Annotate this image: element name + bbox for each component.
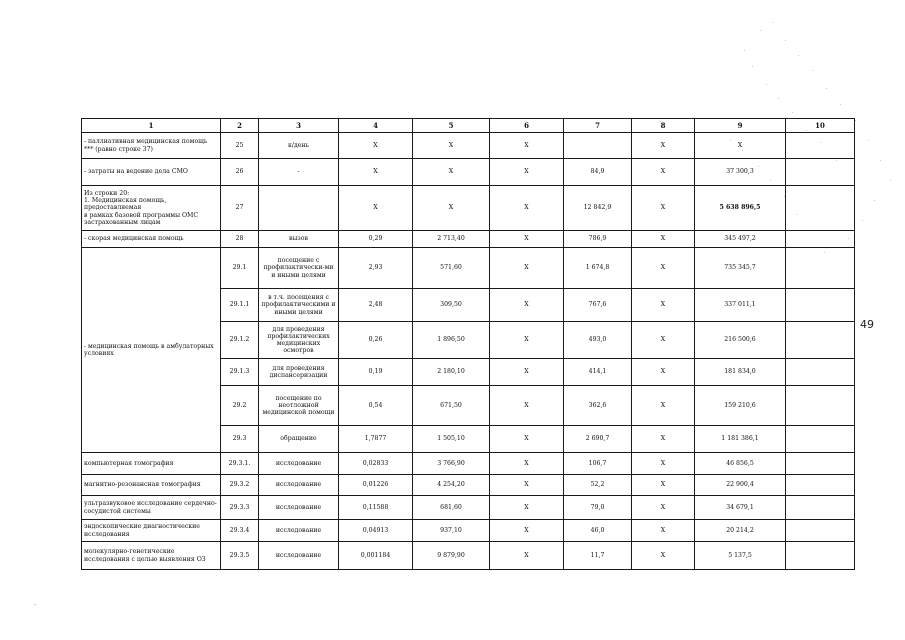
row-code: 29.1.3 xyxy=(221,359,259,386)
table-cell: X xyxy=(413,186,490,231)
table-cell: X xyxy=(490,289,564,322)
table-row xyxy=(82,133,855,159)
row-label: - паллиативная медицинская помощь *** (равно строке 37) xyxy=(82,133,221,159)
row-label: Из строки 20: 1. Медицинская помощь, предоставляемая в рамках базовой программы ОМС застрахованным лицам xyxy=(82,186,221,231)
table-cell: 1,7877 xyxy=(339,426,413,453)
table-cell: 46,0 xyxy=(564,520,632,542)
table-cell: X xyxy=(490,231,564,248)
table-cell: 337 011,1 xyxy=(695,289,786,322)
table-cell: X xyxy=(490,426,564,453)
table-cell: 681,60 xyxy=(413,496,490,520)
table-row xyxy=(82,475,855,496)
table-cell xyxy=(786,386,855,426)
table-cell: 84,9 xyxy=(564,159,632,186)
row-unit: исследование xyxy=(259,520,339,542)
table-cell xyxy=(786,186,855,231)
table-cell: X xyxy=(490,453,564,475)
row-code: 29.3.2 xyxy=(221,475,259,496)
table-cell: 0,02833 xyxy=(339,453,413,475)
table-cell: X xyxy=(632,453,695,475)
table-cell: 159 210,6 xyxy=(695,386,786,426)
table-cell: X xyxy=(632,542,695,570)
table-cell: 9 879,90 xyxy=(413,542,490,570)
table-cell: X xyxy=(632,426,695,453)
row-code: 28 xyxy=(221,231,259,248)
table-cell: 414,1 xyxy=(564,359,632,386)
table-cell: 0,26 xyxy=(339,322,413,359)
table-row xyxy=(82,496,855,520)
table-cell: X xyxy=(632,520,695,542)
row-code: 29.3.5 xyxy=(221,542,259,570)
table-cell: 181 834,0 xyxy=(695,359,786,386)
row-unit: в т.ч. посещения с профилактическими и иными целями xyxy=(259,289,339,322)
table-cell xyxy=(786,359,855,386)
table-cell: 1 896,50 xyxy=(413,322,490,359)
table-cell: 345 497,2 xyxy=(695,231,786,248)
table-cell: X xyxy=(490,520,564,542)
table-cell: 11,7 xyxy=(564,542,632,570)
table-cell xyxy=(786,453,855,475)
table-cell: 5 638 896,5 xyxy=(695,186,786,231)
column-number: 8 xyxy=(632,119,695,133)
table-cell: 0,19 xyxy=(339,359,413,386)
table-cell: 12 842,9 xyxy=(564,186,632,231)
table-cell: 3 766,90 xyxy=(413,453,490,475)
table-cell: 34 679,1 xyxy=(695,496,786,520)
page-number: 49 xyxy=(860,318,874,331)
table-cell: 37 300,3 xyxy=(695,159,786,186)
row-unit: исследование xyxy=(259,453,339,475)
row-code: 29.1 xyxy=(221,248,259,289)
table-row xyxy=(82,159,855,186)
table-cell: X xyxy=(632,133,695,159)
table-cell: 0,001184 xyxy=(339,542,413,570)
table-cell xyxy=(786,231,855,248)
row-unit: к/день xyxy=(259,133,339,159)
column-number: 9 xyxy=(695,119,786,133)
table-cell: 4 254,20 xyxy=(413,475,490,496)
row-unit: вызов xyxy=(259,231,339,248)
table-cell: 309,50 xyxy=(413,289,490,322)
column-number: 5 xyxy=(413,119,490,133)
column-number: 7 xyxy=(564,119,632,133)
row-label: компьютерная томография xyxy=(82,453,221,475)
table-cell: 2 690,7 xyxy=(564,426,632,453)
table-cell: 2,93 xyxy=(339,248,413,289)
table-cell: X xyxy=(632,475,695,496)
row-label: - затраты на ведение дела СМО xyxy=(82,159,221,186)
table-cell: X xyxy=(490,248,564,289)
table-cell: X xyxy=(339,133,413,159)
table-cell: 22 900,4 xyxy=(695,475,786,496)
table-cell: 5 137,5 xyxy=(695,542,786,570)
table-cell: 0,54 xyxy=(339,386,413,426)
row-label: - скорая медицинская помощь xyxy=(82,231,221,248)
table-cell xyxy=(564,133,632,159)
table-cell: X xyxy=(490,475,564,496)
table-cell: X xyxy=(632,186,695,231)
table-cell: X xyxy=(632,289,695,322)
row-code: 29.1.1 xyxy=(221,289,259,322)
table-cell: X xyxy=(632,231,695,248)
table-cell: X xyxy=(413,133,490,159)
column-number: 6 xyxy=(490,119,564,133)
table-cell: X xyxy=(490,186,564,231)
table-cell: X xyxy=(490,386,564,426)
table-cell xyxy=(786,520,855,542)
table-cell: X xyxy=(632,386,695,426)
table-cell: 1 505,10 xyxy=(413,426,490,453)
table-cell: X xyxy=(413,159,490,186)
table-cell: X xyxy=(632,159,695,186)
table-cell: X xyxy=(632,322,695,359)
row-code: 29.1.2 xyxy=(221,322,259,359)
table-cell: 571,60 xyxy=(413,248,490,289)
row-code: 29.3 xyxy=(221,426,259,453)
row-code: 29.3.3 xyxy=(221,496,259,520)
table-cell xyxy=(786,322,855,359)
table-row xyxy=(82,248,855,289)
row-unit: обращение xyxy=(259,426,339,453)
table-cell xyxy=(786,133,855,159)
row-code: 29.3.1. xyxy=(221,453,259,475)
table-cell: X xyxy=(632,496,695,520)
table-cell xyxy=(786,248,855,289)
row-code: 27 xyxy=(221,186,259,231)
table-cell: 671,50 xyxy=(413,386,490,426)
column-number: 1 xyxy=(82,119,221,133)
row-unit xyxy=(259,186,339,231)
column-numbers-row xyxy=(82,119,855,133)
table-cell xyxy=(786,542,855,570)
row-code: 29.3.4 xyxy=(221,520,259,542)
table-cell: X xyxy=(339,186,413,231)
table-cell xyxy=(786,159,855,186)
table-row xyxy=(82,453,855,475)
table-cell xyxy=(786,426,855,453)
table-cell: 79,0 xyxy=(564,496,632,520)
table-cell: 0,11588 xyxy=(339,496,413,520)
table-cell: 937,10 xyxy=(413,520,490,542)
row-unit: посещение с профилактически-ми и иными целями xyxy=(259,248,339,289)
table-cell: X xyxy=(632,248,695,289)
row-unit: исследование xyxy=(259,496,339,520)
table-cell: 1 674,8 xyxy=(564,248,632,289)
row-label: магнитно-резонансная томография xyxy=(82,475,221,496)
table-cell: 1 181 386,1 xyxy=(695,426,786,453)
row-label: - медицинская помощь в амбулаторных условиях xyxy=(82,248,221,453)
column-number: 3 xyxy=(259,119,339,133)
table-cell: X xyxy=(490,133,564,159)
row-unit: исследование xyxy=(259,475,339,496)
table-cell: X xyxy=(632,359,695,386)
row-code: 26 xyxy=(221,159,259,186)
table-cell: 0,04913 xyxy=(339,520,413,542)
table-cell xyxy=(786,289,855,322)
table-cell: 786,9 xyxy=(564,231,632,248)
row-unit: - xyxy=(259,159,339,186)
data-table xyxy=(81,118,855,570)
table-cell: 0,01226 xyxy=(339,475,413,496)
row-code: 25 xyxy=(221,133,259,159)
row-unit: исследование xyxy=(259,542,339,570)
table-cell xyxy=(786,475,855,496)
table-cell: 735 345,7 xyxy=(695,248,786,289)
table-cell: X xyxy=(490,359,564,386)
table-cell: 0,29 xyxy=(339,231,413,248)
column-number: 2 xyxy=(221,119,259,133)
table-cell: 106,7 xyxy=(564,453,632,475)
table-cell: X xyxy=(490,542,564,570)
table-cell: X xyxy=(490,159,564,186)
table-cell: X xyxy=(695,133,786,159)
row-unit: для проведения диспансеризации xyxy=(259,359,339,386)
table-cell: 767,6 xyxy=(564,289,632,322)
table-row xyxy=(82,542,855,570)
row-label: молекулярно-генетические исследования с целью выявления ОЗ xyxy=(82,542,221,570)
table-cell: X xyxy=(490,322,564,359)
column-number: 10 xyxy=(786,119,855,133)
table-cell: 493,0 xyxy=(564,322,632,359)
table-cell: X xyxy=(490,496,564,520)
table-cell: X xyxy=(339,159,413,186)
row-unit: для проведения профилактических медицинских осмотров xyxy=(259,322,339,359)
table-cell: 216 500,6 xyxy=(695,322,786,359)
table-cell: 2 713,40 xyxy=(413,231,490,248)
table-cell: 2 180,10 xyxy=(413,359,490,386)
table-row xyxy=(82,186,855,231)
table-cell: 20 214,2 xyxy=(695,520,786,542)
column-number: 4 xyxy=(339,119,413,133)
table-cell: 52,2 xyxy=(564,475,632,496)
table-cell: 46 856,5 xyxy=(695,453,786,475)
table-row xyxy=(82,231,855,248)
table-cell: 362,6 xyxy=(564,386,632,426)
row-label: ультразвуковое исследование сердечно-сосудистой системы xyxy=(82,496,221,520)
row-code: 29.2 xyxy=(221,386,259,426)
table-cell: 2,48 xyxy=(339,289,413,322)
table-row xyxy=(82,520,855,542)
row-label: эндоскопические диагностические исследования xyxy=(82,520,221,542)
row-unit: посещение по неотложной медицинской помощи xyxy=(259,386,339,426)
table-cell xyxy=(786,496,855,520)
